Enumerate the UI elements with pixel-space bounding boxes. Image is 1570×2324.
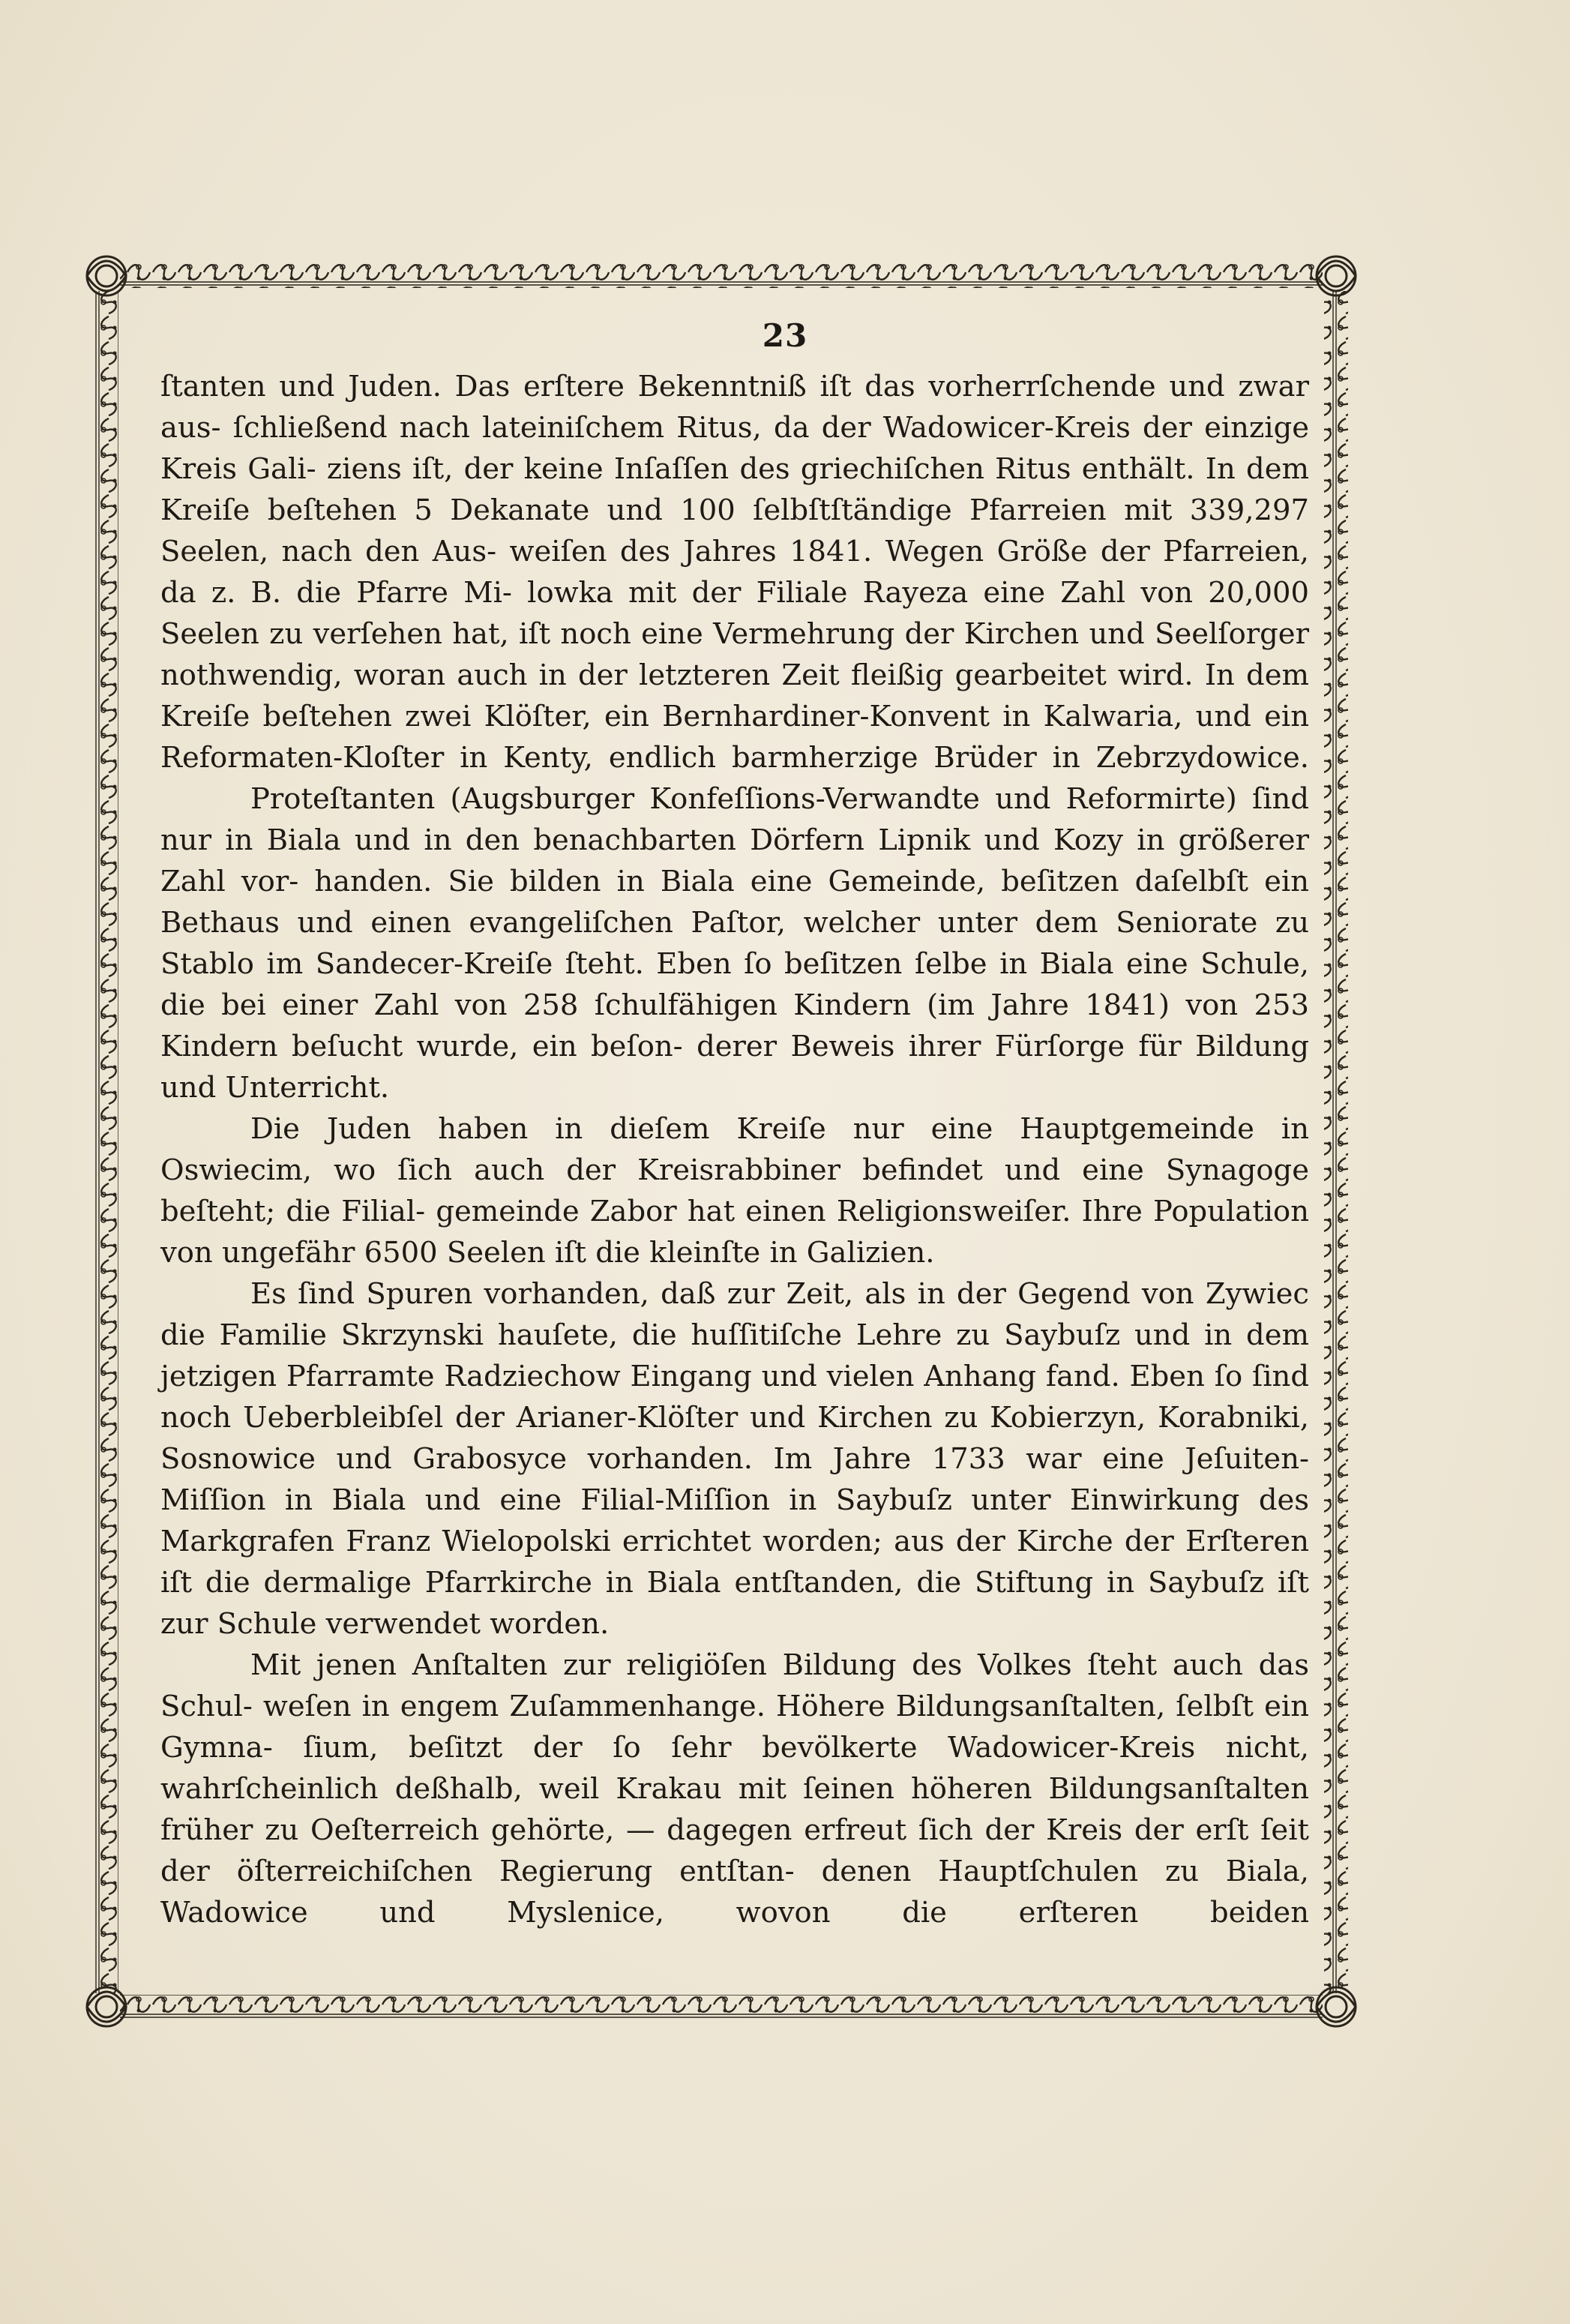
body-text: [160, 366, 1309, 1933]
paragraph-4: Es ſind Spuren vorhanden, daß zur Zeit, als in der Gegend von Zywiec die Familie Skrzynski hauſete, die huſſitiſche Lehre zu Saybuſz und in dem jetzigen Pfarramte Radziechow Eingang und vielen Anhang fand. Eben ſo ſind noch Ueberbleibſel der Arianer-Klöſter und Kirchen zu Kobierzyn, Korabniki, Sosnowice und Grabosyce vorhanden. Im Jahre 1733 war eine Jeſuiten- Miſſion in Biala und eine Filial-Miſſion in Saybuſz unter Einwirkung des Markgrafen Franz Wielopolski errichtet worden; aus der Kirche der Erſteren iſt die dermalige Pfarrkirche in Biala entſtanden, die Stiftung in Saybuſz iſt zur Schule verwendet worden.: [160, 1277, 1309, 1641]
paragraph-3: Die Juden haben in dieſem Kreiſe nur eine Hauptgemeinde in Oswiecim, wo ſich auch der Kreisrabbiner befindet und eine Synagoge beſteht; die Filial- gemeinde Zabor hat einen Religionsweiſer. Ihre Population von ungefähr 6500 Seelen iſt die kleinſte in Galizien.: [160, 1112, 1309, 1270]
page-number: 23: [762, 317, 808, 354]
paragraph-5: Mit jenen Anſtalten zur religiöſen Bildung des Volkes ſteht auch das Schul- weſen in engem Zuſammenhange. Höhere Bildungsanſtalten, ſelbſt ein Gymna- ſium, beſitzt der ſo ſehr bevölkerte Wadowicer-Kreis nicht, wahrſcheinlich deßhalb, weil Krakau mit ſeinen höheren Bildungsanſtalten früher zu Oeſterreich gehörte, — dagegen erfreut ſich der Kreis der erſt ſeit der öſterreichiſchen Regierung entſtan- denen Hauptſchulen zu Biala, Wadowice und Myslenice, wovon die erſteren beiden: [160, 1648, 1309, 1930]
paragraph-2: Proteſtanten (Augsburger Konfeſſions-Verwandte und Reformirte) ſind nur in Biala und in den benachbarten Dörfern Lipnik und Kozy in größerer Zahl vor- handen. Sie bilden in Biala eine Gemeinde, beſitzen daſelbſt ein Bethaus und einen evangeliſchen Paſtor, welcher unter dem Seniorate zu Stablo im Sandecer-Kreiſe ſteht. Eben ſo beſitzen ſelbe in Biala eine Schule, die bei einer Zahl von 258 ſchulfähigen Kindern (im Jahre 1841) von 253 Kindern beſucht wurde, ein beſon- derer Beweis ihrer Fürſorge für Bildung und Unterricht.: [160, 782, 1309, 1105]
paragraph-1: ſtanten und Juden. Das erſtere Bekenntniß iſt das vorherrſchende und zwar aus- ſchließend nach lateiniſchem Ritus, da der Wadowicer-Kreis der einzige Kreis Gali- ziens iſt, der keine Inſaſſen des griechiſchen Ritus enthält. In dem Kreiſe beſtehen 5 Dekanate und 100 ſelbſtſtändige Pfarreien mit 339,297 Seelen, nach den Aus- weiſen des Jahres 1841. Wegen Größe der Pfarreien, da z. B. die Pfarre Mi- lowka mit der Filiale Rayeza eine Zahl von 20,000 Seelen zu verſehen hat, iſt noch eine Vermehrung der Kirchen und Seelſorger nothwendig, woran auch in der letzteren Zeit fleißig gearbeitet wird. In dem Kreiſe beſtehen zwei Klöſter, ein Bernhardiner-Konvent in Kalwaria, und ein Reformaten-Kloſter in Kenty, endlich barmherzige Brüder in Zebrzydowice.: [160, 370, 1309, 775]
